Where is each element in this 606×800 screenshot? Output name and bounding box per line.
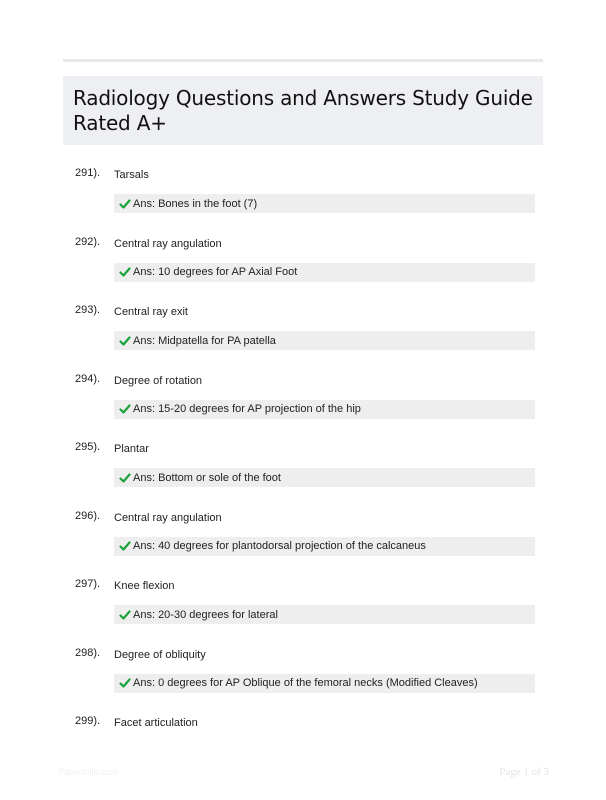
page-title: Radiology Questions and Answers Study Guide Rated A+ xyxy=(73,86,533,135)
question-number: 298). xyxy=(75,646,101,659)
question-number: 292). xyxy=(75,235,101,248)
question-number: 293). xyxy=(75,304,101,316)
question-text: Degree of obliquity xyxy=(114,648,206,661)
list-item xyxy=(0,301,606,370)
checkmark-icon xyxy=(119,403,131,415)
answer-text: Ans: 10 degrees for AP Axial Foot xyxy=(133,266,298,278)
list-item xyxy=(0,164,606,233)
qa-list xyxy=(0,164,606,781)
list-item xyxy=(0,507,606,576)
question-text: Tarsals xyxy=(114,169,149,181)
answer-text: Ans: Midpatella for PA patella xyxy=(133,334,276,347)
question-text: Plantar xyxy=(114,443,149,455)
question-text: Knee flexion xyxy=(114,580,175,592)
checkmark-icon xyxy=(119,335,131,347)
footer-watermark: Paperfolio.com xyxy=(58,767,119,777)
answer-text: Ans: Bottom or sole of the foot xyxy=(133,471,281,484)
checkmark-icon xyxy=(119,198,131,210)
page-number: Page 1 of 3 xyxy=(499,766,549,778)
question-number: 297). xyxy=(75,578,101,590)
title-banner xyxy=(63,76,543,145)
question-text: Central ray exit xyxy=(114,306,188,318)
question-text: Facet articulation xyxy=(114,717,198,729)
answer-box xyxy=(114,331,535,350)
question-number: 296). xyxy=(75,509,101,522)
answer-box xyxy=(114,537,535,556)
question-text: Central ray angulation xyxy=(114,237,222,250)
answer-text: Ans: 15-20 degrees for AP projection of the hip xyxy=(133,403,361,415)
checkmark-icon xyxy=(119,609,131,621)
question-text: Central ray angulation xyxy=(114,511,222,524)
list-item xyxy=(0,233,606,302)
checkmark-icon xyxy=(119,540,131,552)
answer-box xyxy=(114,194,535,213)
answer-box xyxy=(114,263,535,282)
answer-text: Ans: 40 degrees for plantodorsal projection of the calcaneus xyxy=(133,540,426,552)
question-number: 294). xyxy=(75,372,101,385)
answer-text: Ans: 0 degrees for AP Oblique of the femoral necks (Modified Cleaves) xyxy=(133,677,478,689)
checkmark-icon xyxy=(119,266,131,278)
list-item xyxy=(0,438,606,507)
question-number: 295). xyxy=(75,441,101,453)
question-number: 299). xyxy=(75,715,101,727)
answer-box xyxy=(114,674,535,693)
answer-text: Ans: 20-30 degrees for lateral xyxy=(133,608,278,621)
checkmark-icon xyxy=(119,472,131,484)
answer-box xyxy=(114,605,535,624)
list-item xyxy=(0,370,606,439)
list-item xyxy=(0,644,606,713)
answer-box xyxy=(114,468,535,487)
top-divider xyxy=(63,59,543,62)
list-item xyxy=(0,575,606,644)
answer-text: Ans: Bones in the foot (7) xyxy=(133,197,258,210)
checkmark-icon xyxy=(119,677,131,689)
question-text: Degree of rotation xyxy=(114,374,203,387)
answer-box xyxy=(114,400,535,419)
question-number: 291). xyxy=(75,167,101,179)
